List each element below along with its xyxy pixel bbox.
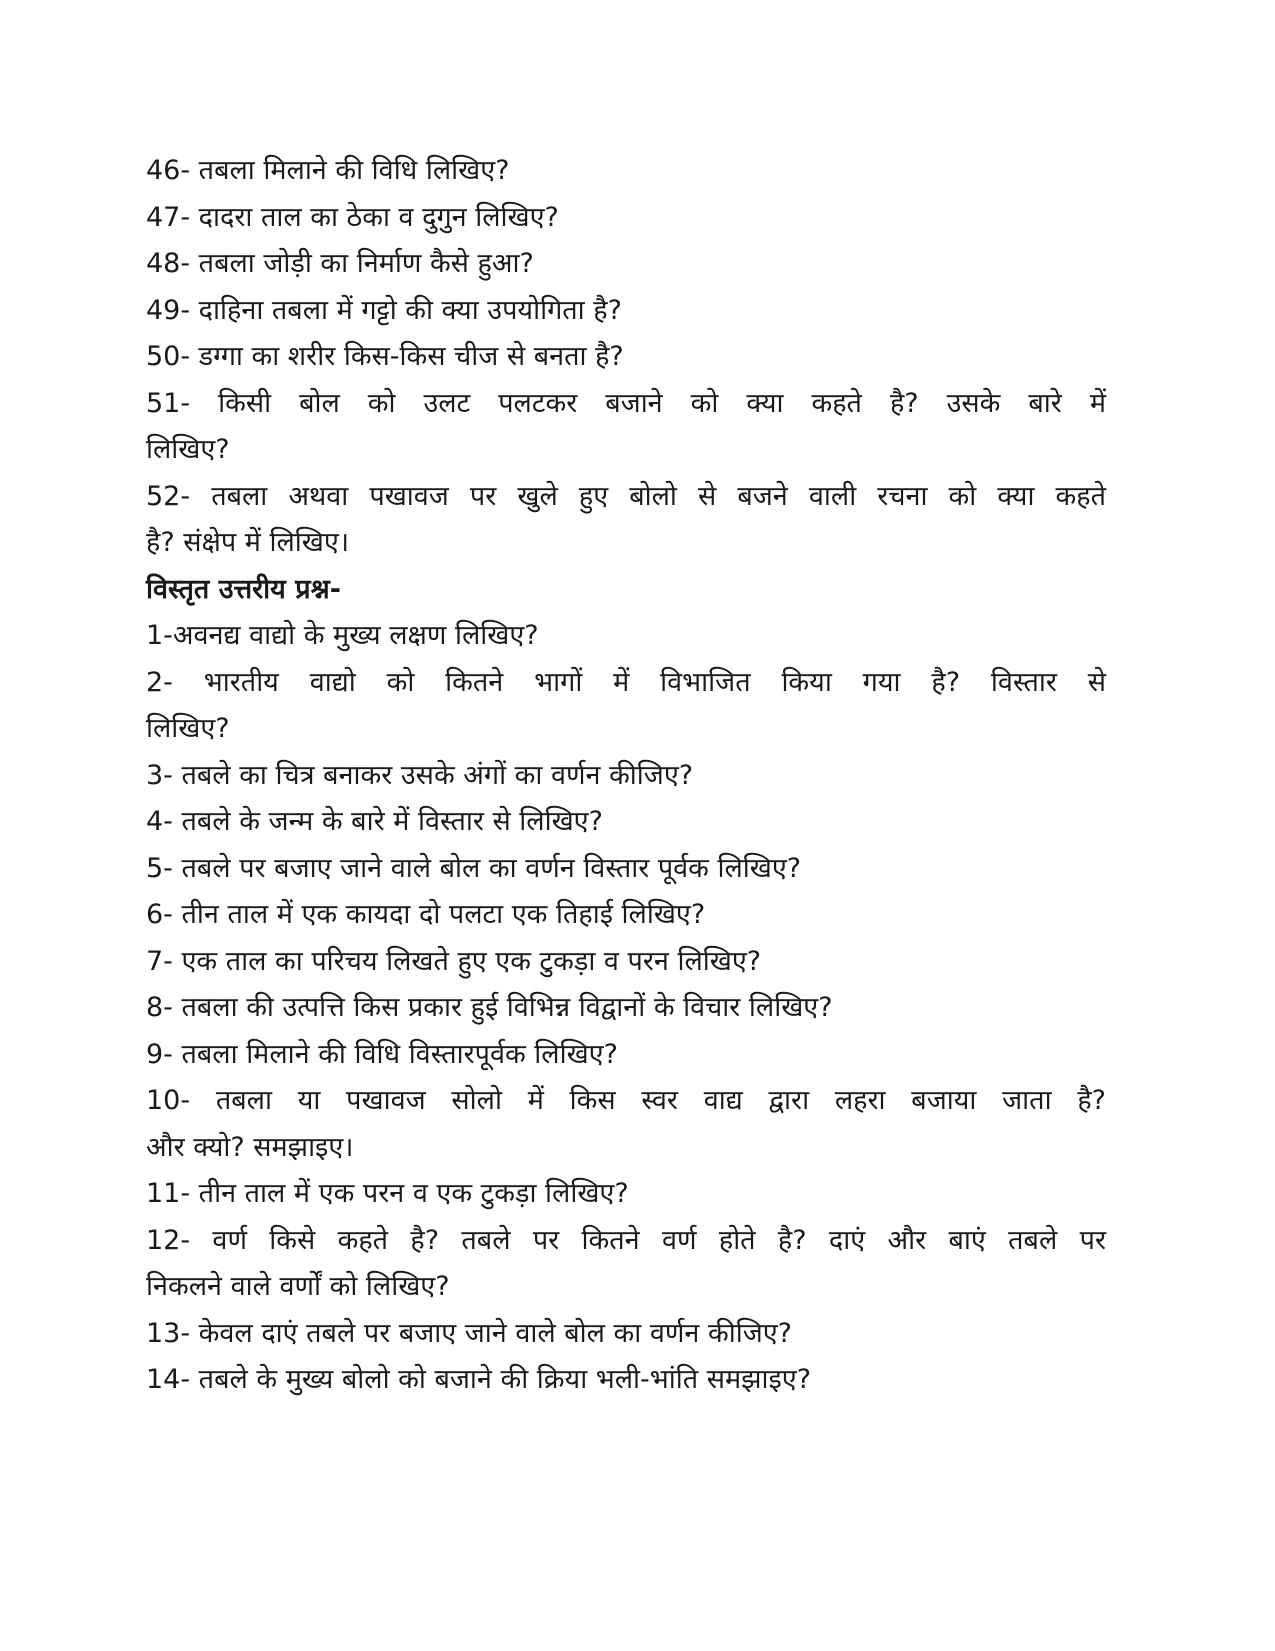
- question-line: है? संक्षेप में लिखिए।: [146, 527, 350, 558]
- question-line: 52- तबला अथवा पखावज पर खुले हुए बोलो से बजने वाली रचना को क्या कहते: [146, 480, 1106, 512]
- question-line: 9- तबला मिलाने की विधि विस्तारपूर्वक लिखिए?: [146, 1038, 618, 1070]
- question-line: 7- एक ताल का परिचय लिखते हुए एक टुकड़ा व परन लिखिए?: [146, 945, 762, 977]
- question-line: 5- तबले पर बजाए जाने वाले बोल का वर्णन विस्तार पूर्वक लिखिए?: [146, 852, 802, 884]
- question-line: 11- तीन ताल में एक परन व एक टुकड़ा लिखिए?: [146, 1178, 629, 1209]
- question-line: 46- तबला मिलाने की विधि लिखिए?: [146, 155, 510, 186]
- question-line: 10- तबला या पखावज सोलो में किस स्वर वाद्य द्वारा लहरा बजाया जाता है?: [146, 1085, 1106, 1116]
- question-line: 4- तबले के जन्म के बारे में विस्तार से लिखिए?: [146, 806, 603, 837]
- question-line: 48- तबला जोड़ी का निर्माण कैसे हुआ?: [146, 248, 534, 279]
- question-line: 47- दादरा ताल का ठेका व दुगुन लिखिए?: [146, 201, 559, 233]
- question-line: लिखिए?: [146, 713, 230, 744]
- question-line: 50- डग्गा का शरीर किस-किस चीज से बनता है?: [146, 341, 624, 372]
- question-line: 6- तीन ताल में एक कायदा दो पलटा एक तिहाई लिखिए?: [146, 899, 706, 930]
- question-line: लिखिए?: [146, 434, 230, 465]
- question-line: 51- किसी बोल को उलट पलटकर बजाने को क्या कहते है? उसके बारे में: [146, 387, 1106, 419]
- question-line: निकलने वाले वर्णों को लिखिए?: [146, 1271, 450, 1302]
- question-line: 8- तबला की उत्पत्ति किस प्रकार हुई विभिन्न विद्वानों के विचार लिखिए?: [146, 992, 833, 1023]
- section-heading: विस्तृत उत्तरीय प्रश्न-: [146, 573, 341, 605]
- question-line: 14- तबले के मुख्य बोलो को बजाने की क्रिया भली-भांति समझाइए?: [146, 1364, 812, 1395]
- question-list: [146, 148, 1106, 1404]
- question-line: 1-अवनद्य वाद्यो के मुख्य लक्षण लिखिए?: [146, 620, 539, 651]
- question-line: और क्यो? समझाइए।: [146, 1131, 354, 1163]
- question-line: 12- वर्ण किसे कहते है? तबले पर कितने वर्ण होते है? दाएं और बाएं तबले पर: [146, 1224, 1106, 1256]
- question-line: 2- भारतीय वाद्यो को कितने भागों में विभाजित किया गया है? विस्तार से: [146, 666, 1106, 698]
- question-line: 49- दाहिना तबला में गट्टो की क्या उपयोगिता है?: [146, 294, 622, 326]
- question-line: 3- तबले का चित्र बनाकर उसके अंगों का वर्णन कीजिए?: [146, 759, 694, 791]
- question-line: 13- केवल दाएं तबले पर बजाए जाने वाले बोल का वर्णन कीजिए?: [146, 1317, 792, 1349]
